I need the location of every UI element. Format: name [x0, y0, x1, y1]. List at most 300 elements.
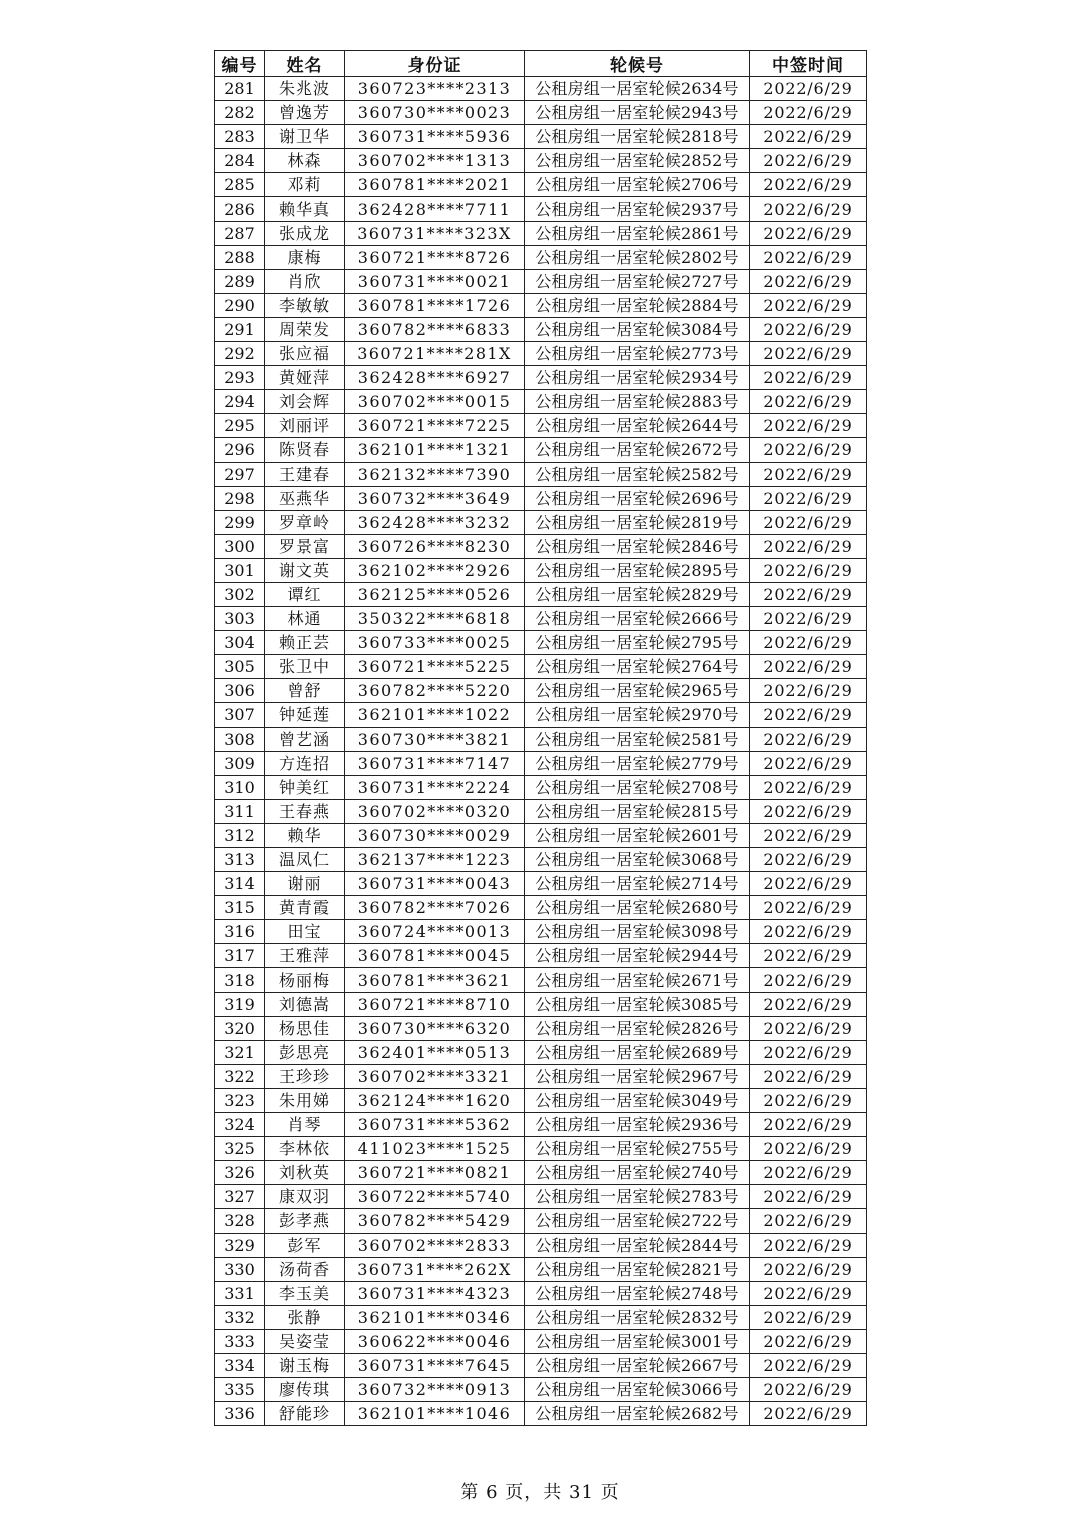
cell-queue-number: 公租房组一居室轮候2714号 [525, 872, 750, 896]
cell-number: 319 [215, 992, 265, 1016]
cell-number: 288 [215, 245, 265, 269]
cell-number: 326 [215, 1161, 265, 1185]
cell-queue-number: 公租房组一居室轮候2832号 [525, 1305, 750, 1329]
cell-number: 293 [215, 366, 265, 390]
table-row [215, 558, 867, 582]
cell-queue-number: 公租房组一居室轮候2666号 [525, 607, 750, 631]
cell-draw-date: 2022/6/29 [750, 1402, 867, 1426]
cell-number: 285 [215, 173, 265, 197]
cell-name: 周荣发 [265, 317, 345, 341]
cell-number: 298 [215, 486, 265, 510]
cell-id-card: 360782****5429 [345, 1209, 525, 1233]
cell-number: 317 [215, 944, 265, 968]
cell-number: 302 [215, 582, 265, 606]
cell-draw-date: 2022/6/29 [750, 510, 867, 534]
cell-number: 301 [215, 558, 265, 582]
cell-id-card: 360730****3821 [345, 727, 525, 751]
page-footer: 第 6 页，共 31 页 [460, 1482, 620, 1503]
cell-number: 297 [215, 462, 265, 486]
cell-id-card: 360722****5740 [345, 1185, 525, 1209]
header-number: 编号 [215, 51, 265, 77]
header-draw-date: 中签时间 [750, 51, 867, 77]
cell-draw-date: 2022/6/29 [750, 823, 867, 847]
cell-queue-number: 公租房组一居室轮候3049号 [525, 1088, 750, 1112]
cell-name: 黄娅萍 [265, 366, 345, 390]
table-row [215, 1016, 867, 1040]
table-row [215, 944, 867, 968]
cell-id-card: 360781****1726 [345, 293, 525, 317]
table-row [215, 1233, 867, 1257]
cell-draw-date: 2022/6/29 [750, 486, 867, 510]
cell-id-card: 362101****0346 [345, 1305, 525, 1329]
cell-number: 284 [215, 149, 265, 173]
table-row [215, 1402, 867, 1426]
table-row [215, 872, 867, 896]
cell-draw-date: 2022/6/29 [750, 173, 867, 197]
cell-id-card: 360730****0023 [345, 101, 525, 125]
table-row [215, 486, 867, 510]
cell-draw-date: 2022/6/29 [750, 1064, 867, 1088]
table-row [215, 293, 867, 317]
table-row [215, 1305, 867, 1329]
table-row [215, 1113, 867, 1137]
cell-draw-date: 2022/6/29 [750, 534, 867, 558]
cell-id-card: 360702****3321 [345, 1064, 525, 1088]
table-row [215, 77, 867, 101]
cell-number: 328 [215, 1209, 265, 1233]
cell-draw-date: 2022/6/29 [750, 77, 867, 101]
cell-queue-number: 公租房组一居室轮候3085号 [525, 992, 750, 1016]
cell-number: 335 [215, 1378, 265, 1402]
cell-draw-date: 2022/6/29 [750, 558, 867, 582]
cell-queue-number: 公租房组一居室轮候2727号 [525, 269, 750, 293]
cell-name: 刘会辉 [265, 390, 345, 414]
cell-id-card: 362428****3232 [345, 510, 525, 534]
cell-number: 323 [215, 1088, 265, 1112]
header-id-card: 身份证 [345, 51, 525, 77]
cell-id-card: 362428****7711 [345, 197, 525, 221]
cell-draw-date: 2022/6/29 [750, 1185, 867, 1209]
cell-draw-date: 2022/6/29 [750, 944, 867, 968]
cell-name: 彭孝燕 [265, 1209, 345, 1233]
cell-id-card: 362125****0526 [345, 582, 525, 606]
cell-queue-number: 公租房组一居室轮候2740号 [525, 1161, 750, 1185]
cell-queue-number: 公租房组一居室轮候2815号 [525, 799, 750, 823]
cell-draw-date: 2022/6/29 [750, 101, 867, 125]
table-row [215, 1137, 867, 1161]
cell-id-card: 360721****281X [345, 342, 525, 366]
cell-name: 赖正芸 [265, 631, 345, 655]
table-row [215, 173, 867, 197]
cell-number: 294 [215, 390, 265, 414]
cell-queue-number: 公租房组一居室轮候2582号 [525, 462, 750, 486]
cell-name: 廖传琪 [265, 1378, 345, 1402]
cell-draw-date: 2022/6/29 [750, 1257, 867, 1281]
cell-draw-date: 2022/6/29 [750, 1233, 867, 1257]
cell-name: 李林依 [265, 1137, 345, 1161]
cell-id-card: 360731****0021 [345, 269, 525, 293]
table-row [215, 727, 867, 751]
cell-name: 肖欣 [265, 269, 345, 293]
cell-draw-date: 2022/6/29 [750, 1305, 867, 1329]
cell-name: 肖琴 [265, 1113, 345, 1137]
cell-id-card: 360731****5936 [345, 125, 525, 149]
cell-draw-date: 2022/6/29 [750, 414, 867, 438]
cell-number: 325 [215, 1137, 265, 1161]
cell-queue-number: 公租房组一居室轮候2708号 [525, 775, 750, 799]
cell-number: 321 [215, 1040, 265, 1064]
cell-name: 王春燕 [265, 799, 345, 823]
cell-draw-date: 2022/6/29 [750, 968, 867, 992]
cell-queue-number: 公租房组一居室轮候2884号 [525, 293, 750, 317]
cell-name: 李敏敏 [265, 293, 345, 317]
table-row [215, 1185, 867, 1209]
cell-name: 巫燕华 [265, 486, 345, 510]
cell-queue-number: 公租房组一居室轮候2844号 [525, 1233, 750, 1257]
cell-id-card: 360724****0013 [345, 920, 525, 944]
cell-name: 谢丽 [265, 872, 345, 896]
cell-id-card: 362132****7390 [345, 462, 525, 486]
cell-number: 310 [215, 775, 265, 799]
cell-draw-date: 2022/6/29 [750, 438, 867, 462]
cell-id-card: 360721****5225 [345, 655, 525, 679]
cell-id-card: 360721****8710 [345, 992, 525, 1016]
cell-number: 316 [215, 920, 265, 944]
cell-id-card: 360702****0320 [345, 799, 525, 823]
cell-name: 康梅 [265, 245, 345, 269]
cell-name: 陈贤春 [265, 438, 345, 462]
cell-draw-date: 2022/6/29 [750, 799, 867, 823]
cell-name: 吴姿莹 [265, 1329, 345, 1353]
cell-number: 281 [215, 77, 265, 101]
cell-queue-number: 公租房组一居室轮候2818号 [525, 125, 750, 149]
table-row [215, 1088, 867, 1112]
cell-queue-number: 公租房组一居室轮候2601号 [525, 823, 750, 847]
cell-draw-date: 2022/6/29 [750, 342, 867, 366]
cell-number: 286 [215, 197, 265, 221]
cell-draw-date: 2022/6/29 [750, 582, 867, 606]
cell-number: 299 [215, 510, 265, 534]
cell-id-card: 360733****0025 [345, 631, 525, 655]
cell-queue-number: 公租房组一居室轮候2829号 [525, 582, 750, 606]
cell-queue-number: 公租房组一居室轮候2861号 [525, 221, 750, 245]
cell-queue-number: 公租房组一居室轮候2682号 [525, 1402, 750, 1426]
cell-number: 290 [215, 293, 265, 317]
cell-queue-number: 公租房组一居室轮候2826号 [525, 1016, 750, 1040]
cell-queue-number: 公租房组一居室轮候3068号 [525, 848, 750, 872]
cell-id-card: 360731****7645 [345, 1353, 525, 1377]
cell-id-card: 411023****1525 [345, 1137, 525, 1161]
cell-id-card: 360731****0043 [345, 872, 525, 896]
cell-name: 罗景富 [265, 534, 345, 558]
cell-draw-date: 2022/6/29 [750, 1137, 867, 1161]
cell-name: 舒能珍 [265, 1402, 345, 1426]
cell-queue-number: 公租房组一居室轮候2773号 [525, 342, 750, 366]
cell-queue-number: 公租房组一居室轮候2937号 [525, 197, 750, 221]
cell-name: 谢文英 [265, 558, 345, 582]
table-row [215, 510, 867, 534]
cell-name: 杨丽梅 [265, 968, 345, 992]
cell-queue-number: 公租房组一居室轮候2821号 [525, 1257, 750, 1281]
cell-number: 315 [215, 896, 265, 920]
cell-id-card: 362101****1321 [345, 438, 525, 462]
cell-draw-date: 2022/6/29 [750, 1353, 867, 1377]
cell-number: 336 [215, 1402, 265, 1426]
table-row [215, 848, 867, 872]
cell-number: 309 [215, 751, 265, 775]
cell-id-card: 360732****0913 [345, 1378, 525, 1402]
table-row [215, 968, 867, 992]
cell-name: 赖华 [265, 823, 345, 847]
cell-draw-date: 2022/6/29 [750, 1040, 867, 1064]
cell-draw-date: 2022/6/29 [750, 1161, 867, 1185]
cell-number: 329 [215, 1233, 265, 1257]
cell-name: 曾舒 [265, 679, 345, 703]
cell-name: 钟美红 [265, 775, 345, 799]
cell-draw-date: 2022/6/29 [750, 245, 867, 269]
cell-queue-number: 公租房组一居室轮候2764号 [525, 655, 750, 679]
cell-number: 332 [215, 1305, 265, 1329]
cell-name: 杨思佳 [265, 1016, 345, 1040]
cell-draw-date: 2022/6/29 [750, 920, 867, 944]
cell-name: 王珍珍 [265, 1064, 345, 1088]
cell-draw-date: 2022/6/29 [750, 197, 867, 221]
table-row [215, 366, 867, 390]
cell-name: 彭军 [265, 1233, 345, 1257]
table-row [215, 655, 867, 679]
cell-draw-date: 2022/6/29 [750, 1378, 867, 1402]
cell-id-card: 362401****0513 [345, 1040, 525, 1064]
cell-queue-number: 公租房组一居室轮候3066号 [525, 1378, 750, 1402]
table-row [215, 920, 867, 944]
table-row [215, 149, 867, 173]
table-row [215, 607, 867, 631]
cell-id-card: 360731****5362 [345, 1113, 525, 1137]
table-row [215, 679, 867, 703]
cell-queue-number: 公租房组一居室轮候2667号 [525, 1353, 750, 1377]
cell-number: 304 [215, 631, 265, 655]
cell-id-card: 360731****4323 [345, 1281, 525, 1305]
table-row [215, 438, 867, 462]
cell-id-card: 360782****6833 [345, 317, 525, 341]
cell-number: 289 [215, 269, 265, 293]
cell-name: 谢玉梅 [265, 1353, 345, 1377]
cell-queue-number: 公租房组一居室轮候2970号 [525, 703, 750, 727]
cell-name: 张应福 [265, 342, 345, 366]
table-row [215, 751, 867, 775]
cell-draw-date: 2022/6/29 [750, 679, 867, 703]
cell-id-card: 362124****1620 [345, 1088, 525, 1112]
cell-id-card: 360781****3621 [345, 968, 525, 992]
cell-name: 田宝 [265, 920, 345, 944]
table-row [215, 221, 867, 245]
table-row [215, 414, 867, 438]
cell-name: 朱兆波 [265, 77, 345, 101]
cell-number: 282 [215, 101, 265, 125]
cell-id-card: 360782****7026 [345, 896, 525, 920]
cell-number: 306 [215, 679, 265, 703]
cell-name: 张卫中 [265, 655, 345, 679]
cell-queue-number: 公租房组一居室轮候2852号 [525, 149, 750, 173]
cell-draw-date: 2022/6/29 [750, 607, 867, 631]
cell-number: 330 [215, 1257, 265, 1281]
cell-number: 333 [215, 1329, 265, 1353]
table-row [215, 896, 867, 920]
table-row [215, 775, 867, 799]
cell-name: 刘秋英 [265, 1161, 345, 1185]
cell-draw-date: 2022/6/29 [750, 1209, 867, 1233]
cell-id-card: 360731****7147 [345, 751, 525, 775]
table-row [215, 245, 867, 269]
table-row [215, 1257, 867, 1281]
table-row [215, 799, 867, 823]
cell-queue-number: 公租房组一居室轮候2895号 [525, 558, 750, 582]
cell-draw-date: 2022/6/29 [750, 655, 867, 679]
cell-id-card: 360723****2313 [345, 77, 525, 101]
cell-name: 汤荷香 [265, 1257, 345, 1281]
cell-number: 305 [215, 655, 265, 679]
table-row [215, 1161, 867, 1185]
cell-name: 罗章岭 [265, 510, 345, 534]
table-row [215, 703, 867, 727]
table-row [215, 125, 867, 149]
cell-queue-number: 公租房组一居室轮候2967号 [525, 1064, 750, 1088]
cell-id-card: 362101****1022 [345, 703, 525, 727]
cell-draw-date: 2022/6/29 [750, 390, 867, 414]
cell-queue-number: 公租房组一居室轮候2680号 [525, 896, 750, 920]
cell-name: 刘丽评 [265, 414, 345, 438]
cell-draw-date: 2022/6/29 [750, 1113, 867, 1137]
cell-name: 温凤仁 [265, 848, 345, 872]
cell-id-card: 360721****0821 [345, 1161, 525, 1185]
table-body [215, 77, 867, 1426]
cell-queue-number: 公租房组一居室轮候3098号 [525, 920, 750, 944]
cell-queue-number: 公租房组一居室轮候2696号 [525, 486, 750, 510]
cell-draw-date: 2022/6/29 [750, 992, 867, 1016]
cell-id-card: 362102****2926 [345, 558, 525, 582]
cell-name: 彭思亮 [265, 1040, 345, 1064]
cell-id-card: 360781****0045 [345, 944, 525, 968]
cell-id-card: 360730****0029 [345, 823, 525, 847]
table-row [215, 1064, 867, 1088]
table-row [215, 992, 867, 1016]
cell-name: 赖华真 [265, 197, 345, 221]
cell-queue-number: 公租房组一居室轮候2819号 [525, 510, 750, 534]
cell-queue-number: 公租房组一居室轮候2944号 [525, 944, 750, 968]
cell-id-card: 360782****5220 [345, 679, 525, 703]
cell-number: 314 [215, 872, 265, 896]
cell-queue-number: 公租房组一居室轮候2934号 [525, 366, 750, 390]
table-row [215, 582, 867, 606]
cell-id-card: 360702****2833 [345, 1233, 525, 1257]
cell-queue-number: 公租房组一居室轮候2783号 [525, 1185, 750, 1209]
cell-queue-number: 公租房组一居室轮候2936号 [525, 1113, 750, 1137]
cell-draw-date: 2022/6/29 [750, 727, 867, 751]
cell-number: 292 [215, 342, 265, 366]
cell-id-card: 362137****1223 [345, 848, 525, 872]
cell-draw-date: 2022/6/29 [750, 848, 867, 872]
cell-draw-date: 2022/6/29 [750, 872, 867, 896]
cell-draw-date: 2022/6/29 [750, 269, 867, 293]
cell-id-card: 360702****1313 [345, 149, 525, 173]
table-row [215, 317, 867, 341]
cell-queue-number: 公租房组一居室轮候2883号 [525, 390, 750, 414]
table-row [215, 462, 867, 486]
cell-queue-number: 公租房组一居室轮候2965号 [525, 679, 750, 703]
table-row [215, 1209, 867, 1233]
cell-id-card: 350322****6818 [345, 607, 525, 631]
cell-id-card: 360702****0015 [345, 390, 525, 414]
cell-name: 林森 [265, 149, 345, 173]
cell-queue-number: 公租房组一居室轮候2644号 [525, 414, 750, 438]
table-row [215, 1353, 867, 1377]
cell-name: 张静 [265, 1305, 345, 1329]
table-row [215, 101, 867, 125]
cell-id-card: 362101****1046 [345, 1402, 525, 1426]
cell-draw-date: 2022/6/29 [750, 1088, 867, 1112]
cell-number: 291 [215, 317, 265, 341]
cell-number: 307 [215, 703, 265, 727]
cell-queue-number: 公租房组一居室轮候2581号 [525, 727, 750, 751]
table-row [215, 631, 867, 655]
cell-draw-date: 2022/6/29 [750, 1281, 867, 1305]
table-row [215, 534, 867, 558]
cell-id-card: 360731****2224 [345, 775, 525, 799]
cell-number: 296 [215, 438, 265, 462]
cell-draw-date: 2022/6/29 [750, 775, 867, 799]
cell-queue-number: 公租房组一居室轮候2748号 [525, 1281, 750, 1305]
cell-queue-number: 公租房组一居室轮候3084号 [525, 317, 750, 341]
cell-number: 300 [215, 534, 265, 558]
cell-queue-number: 公租房组一居室轮候2722号 [525, 1209, 750, 1233]
cell-number: 318 [215, 968, 265, 992]
cell-id-card: 360781****2021 [345, 173, 525, 197]
table-row [215, 342, 867, 366]
cell-number: 308 [215, 727, 265, 751]
cell-draw-date: 2022/6/29 [750, 462, 867, 486]
cell-id-card: 360726****8230 [345, 534, 525, 558]
cell-name: 谭红 [265, 582, 345, 606]
cell-queue-number: 公租房组一居室轮候2689号 [525, 1040, 750, 1064]
lottery-result-table [214, 50, 867, 1426]
cell-draw-date: 2022/6/29 [750, 896, 867, 920]
cell-draw-date: 2022/6/29 [750, 703, 867, 727]
cell-name: 张成龙 [265, 221, 345, 245]
cell-queue-number: 公租房组一居室轮候2671号 [525, 968, 750, 992]
cell-queue-number: 公租房组一居室轮候2672号 [525, 438, 750, 462]
cell-draw-date: 2022/6/29 [750, 125, 867, 149]
header-name: 姓名 [265, 51, 345, 77]
cell-draw-date: 2022/6/29 [750, 221, 867, 245]
cell-queue-number: 公租房组一居室轮候2795号 [525, 631, 750, 655]
cell-name: 刘德嵩 [265, 992, 345, 1016]
cell-id-card: 360731****323X [345, 221, 525, 245]
cell-name: 王建春 [265, 462, 345, 486]
table-row [215, 269, 867, 293]
cell-id-card: 360730****6320 [345, 1016, 525, 1040]
cell-name: 康双羽 [265, 1185, 345, 1209]
cell-queue-number: 公租房组一居室轮候2706号 [525, 173, 750, 197]
cell-queue-number: 公租房组一居室轮候2802号 [525, 245, 750, 269]
cell-name: 邓莉 [265, 173, 345, 197]
cell-number: 312 [215, 823, 265, 847]
cell-number: 334 [215, 1353, 265, 1377]
cell-name: 王雅萍 [265, 944, 345, 968]
cell-number: 324 [215, 1113, 265, 1137]
cell-id-card: 360622****0046 [345, 1329, 525, 1353]
cell-draw-date: 2022/6/29 [750, 631, 867, 655]
cell-number: 287 [215, 221, 265, 245]
